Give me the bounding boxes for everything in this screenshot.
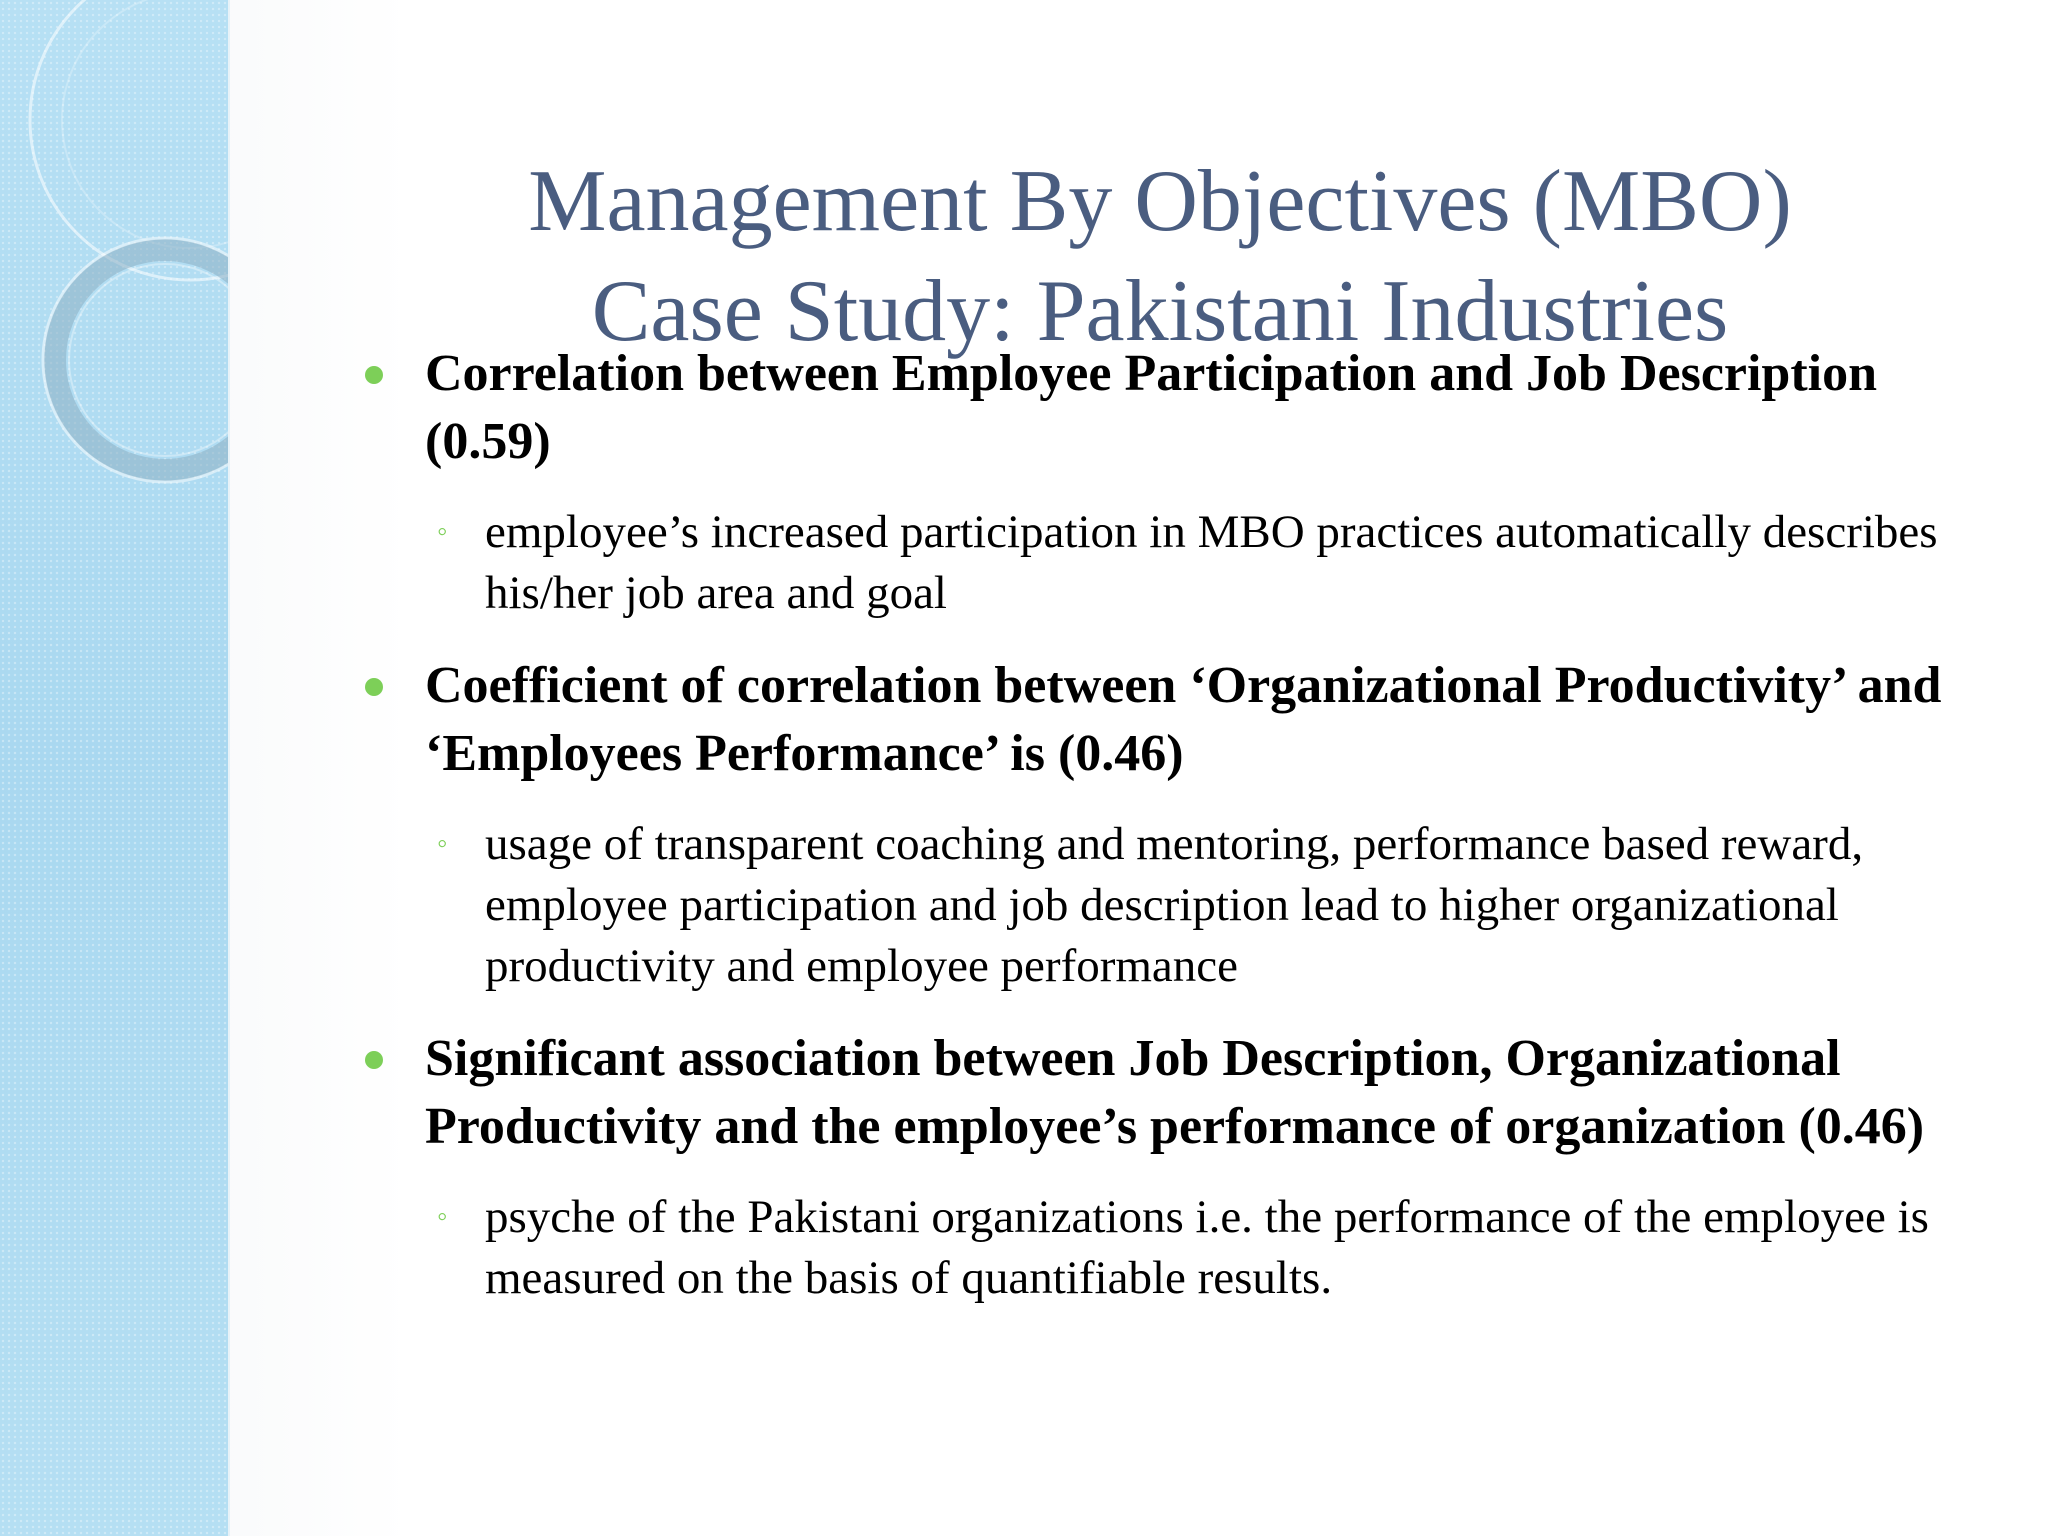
bullet-text: Coefficient of correlation between ‘Organizational Productivity’ and ‘Employees Performance’ is (0.46) <box>425 657 1942 782</box>
bullet-dot-icon <box>365 366 383 384</box>
bullet-item-3 <box>355 1025 1995 1161</box>
bullet-text: Correlation between Employee Participation and Job Description (0.59) <box>425 345 1878 470</box>
bullet-dot-icon <box>365 1051 383 1069</box>
bullet-item-1 <box>355 340 1995 476</box>
bullet-item-2 <box>355 652 1995 788</box>
sub-bullet-item-1 <box>355 502 1995 624</box>
sub-bullet-circle-icon: ◦ <box>437 515 448 548</box>
sub-bullet-text: employee’s increased participation in MBO practices automatically describes his/her job area and goal <box>485 506 1938 619</box>
slide-title-line-1: Management By Objectives (MBO) <box>528 152 1792 250</box>
bullet-list <box>355 340 1995 1337</box>
sub-bullet-item-2 <box>355 814 1995 997</box>
sub-bullet-item-3 <box>355 1187 1995 1309</box>
slide-title <box>420 147 1900 367</box>
sub-bullet-text: usage of transparent coaching and mentoring, performance based reward, employee participation and job description lead to higher organizational productivity and employee performance <box>485 818 1864 992</box>
decorative-circles-graphic <box>0 0 228 1536</box>
bullet-dot-icon <box>365 678 383 696</box>
sub-bullet-circle-icon: ◦ <box>437 1200 448 1233</box>
sub-bullet-text: psyche of the Pakistani organizations i.e. the performance of the employee is measured on the basis of quantifiable results. <box>485 1191 1929 1304</box>
bullet-text: Significant association between Job Description, Organizational Productivity and the employee’s performance of organization (0.46) <box>425 1030 1925 1155</box>
sub-bullet-circle-icon: ◦ <box>437 827 448 860</box>
slide-title-line-2: Case Study: Pakistani Industries <box>591 262 1729 360</box>
decorative-side-panel <box>0 0 230 1536</box>
